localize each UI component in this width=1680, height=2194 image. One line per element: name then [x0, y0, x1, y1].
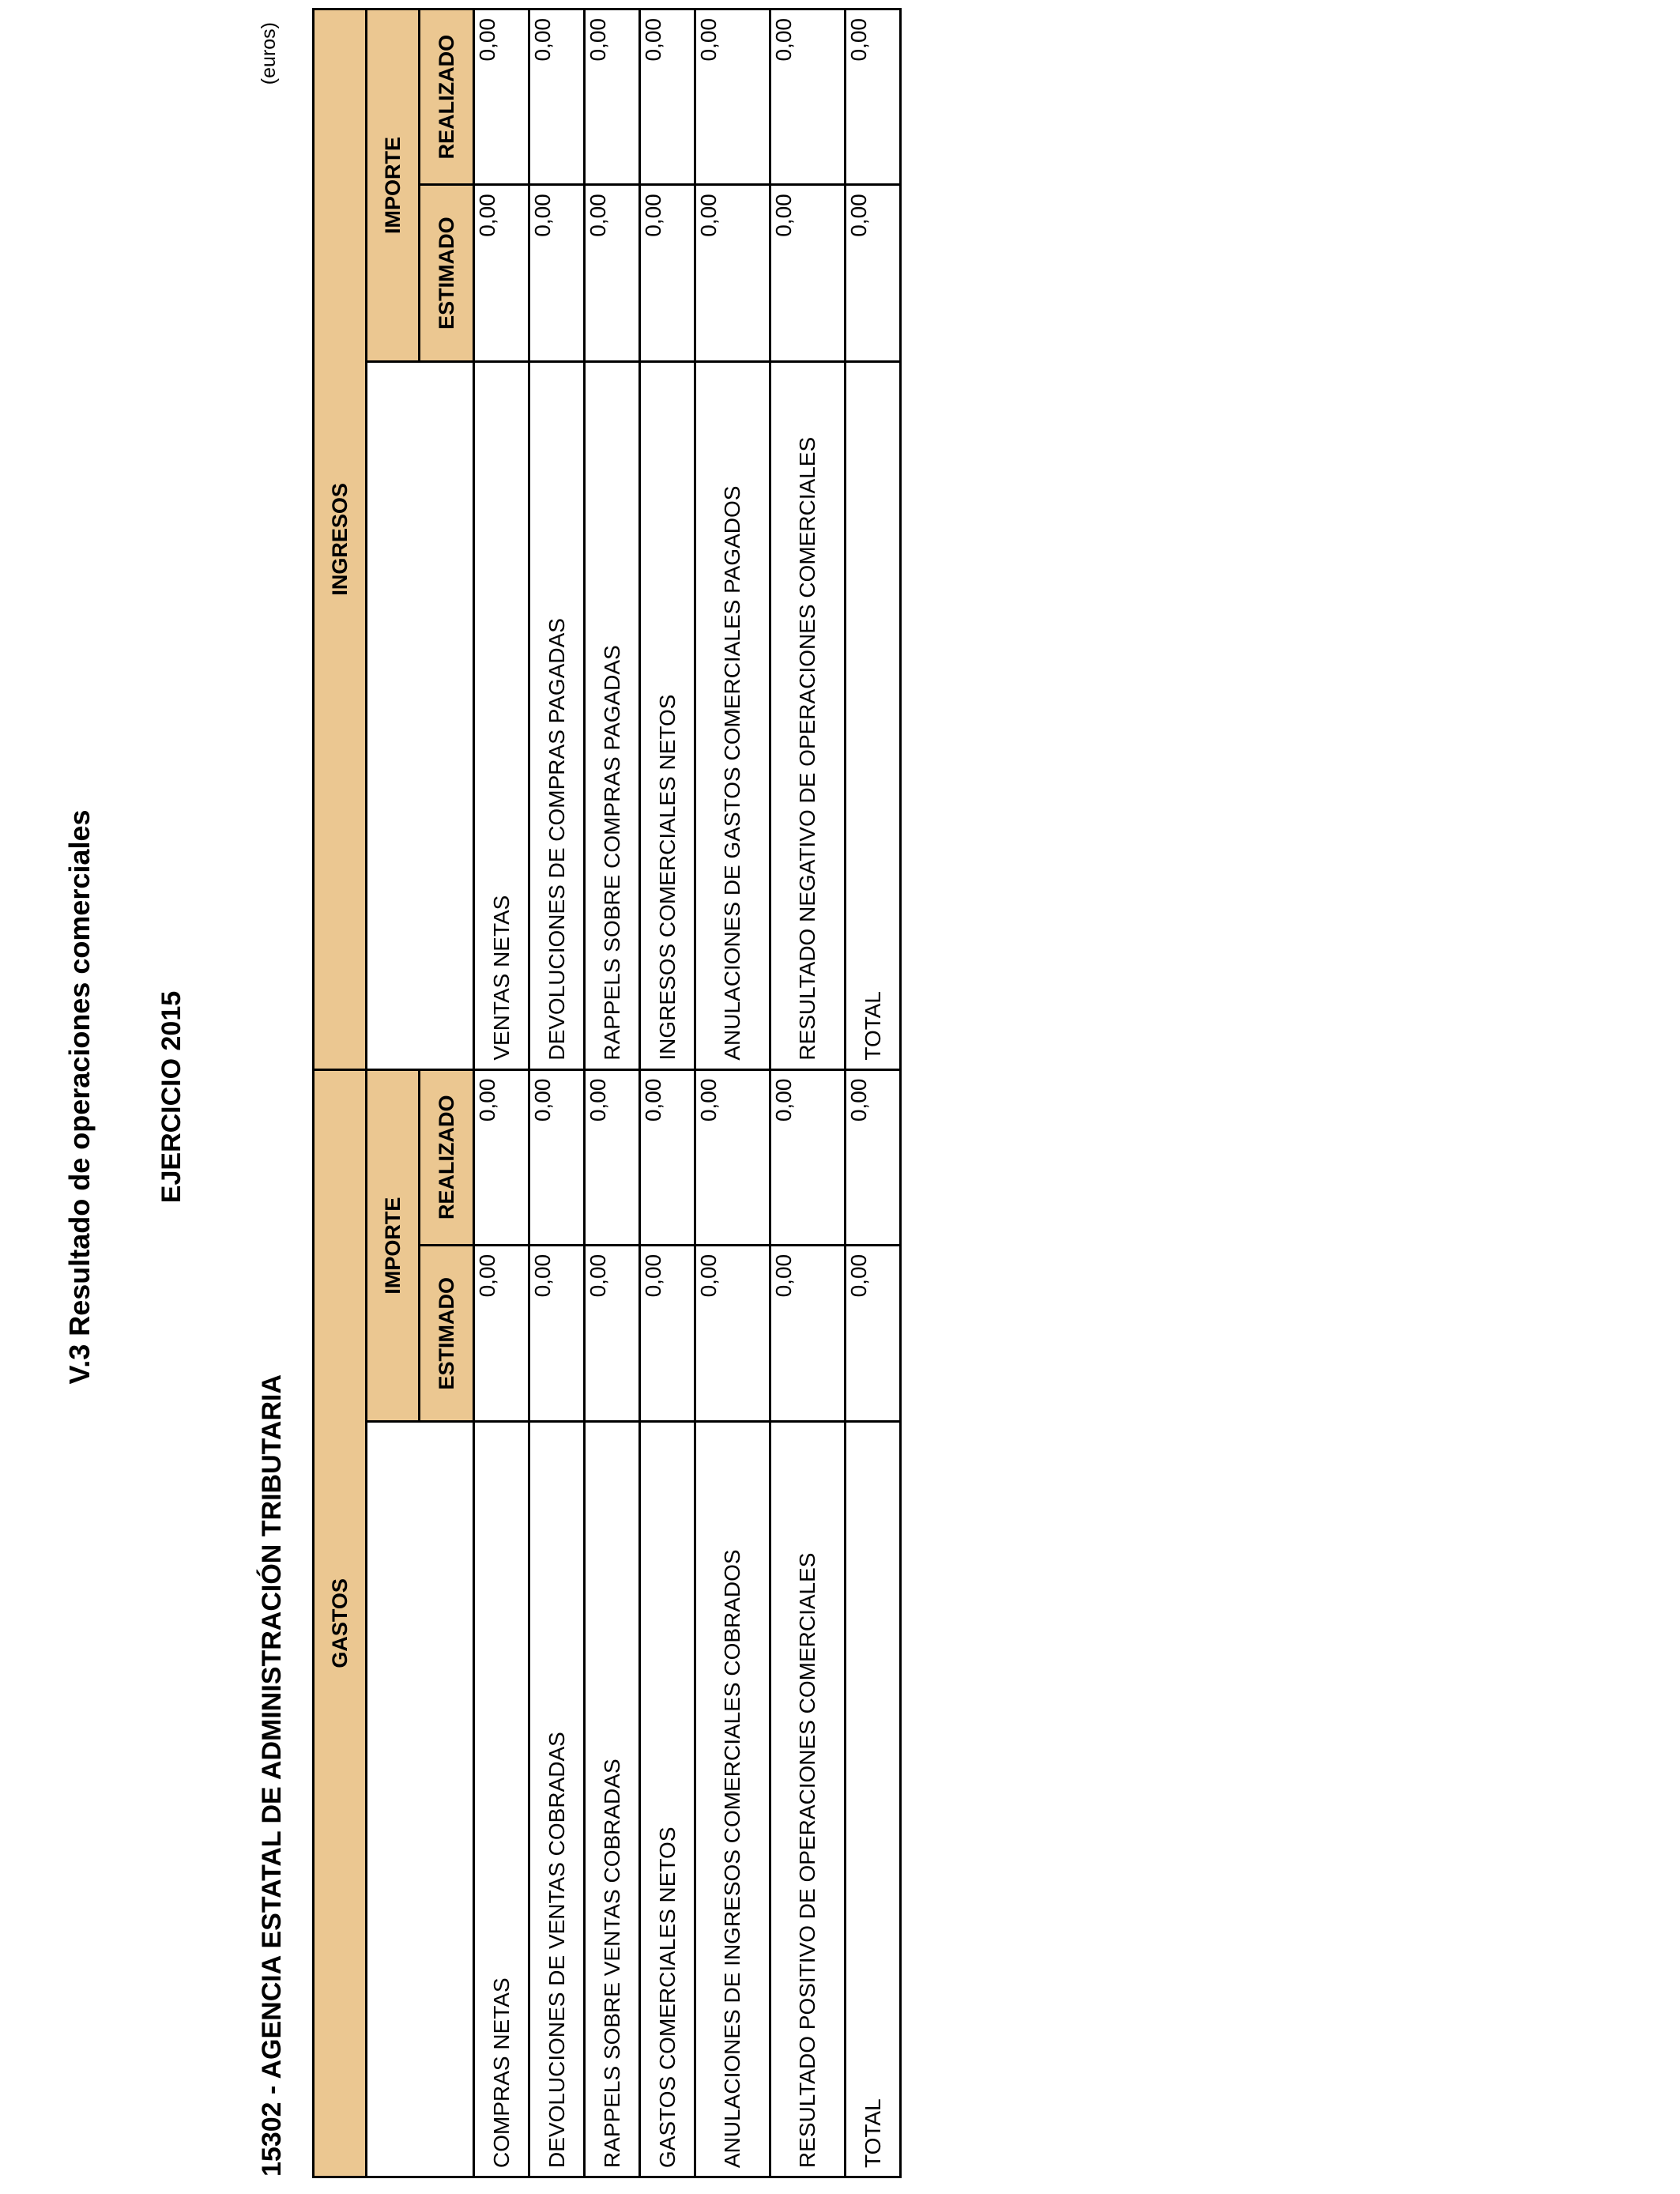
gasto-realizado-value: 0,00	[770, 1069, 846, 1245]
gasto-estimado-value: 0,00	[770, 1245, 846, 1422]
ingreso-concept: RESULTADO NEGATIVO DE OPERACIONES COMERCIALES	[770, 361, 846, 1069]
gasto-concept: RAPPELS SOBRE VENTAS COBRADAS	[585, 1422, 640, 2177]
gasto-estimado-value: 0,00	[695, 1245, 770, 1422]
gasto-estimado-value: 0,00	[474, 1245, 529, 1422]
ingreso-concept: VENTAS NETAS	[474, 361, 529, 1069]
ingreso-concept: RAPPELS SOBRE COMPRAS PAGADAS	[585, 361, 640, 1069]
ingreso-concept: DEVOLUCIONES DE COMPRAS PAGADAS	[529, 361, 585, 1069]
ingreso-estimado-value: 0,00	[529, 185, 585, 362]
table-row	[529, 9, 585, 2177]
gasto-concept: TOTAL	[846, 1422, 901, 2177]
gasto-concept: DEVOLUCIONES DE VENTAS COBRADAS	[529, 1422, 585, 2177]
ingreso-realizado-value: 0,00	[474, 9, 529, 185]
ingreso-estimado-value: 0,00	[770, 185, 846, 362]
ingreso-estimado-value: 0,00	[474, 185, 529, 362]
gasto-estimado-value: 0,00	[585, 1245, 640, 1422]
ingreso-estimado-value: 0,00	[846, 185, 901, 362]
ingreso-estimado-value: 0,00	[640, 185, 695, 362]
ingreso-realizado-value: 0,00	[585, 9, 640, 185]
gasto-estimado-value: 0,00	[529, 1245, 585, 1422]
ingreso-realizado-value: 0,00	[770, 9, 846, 185]
commercial-operations-table	[312, 8, 902, 2178]
gastos-header: GASTOS	[314, 1069, 367, 2177]
gasto-concept: ANULACIONES DE INGRESOS COMERCIALES COBRADOS	[695, 1422, 770, 2177]
ingresos-header: INGRESOS	[314, 9, 367, 1070]
page-title: V.3 Resultado de operaciones comerciales	[63, 809, 96, 1385]
fiscal-year-title: EJERCICIO 2015	[156, 990, 186, 1204]
currency-units: (euros)	[258, 22, 280, 85]
ingreso-concept: ANULACIONES DE GASTOS COMERCIALES PAGADOS	[695, 361, 770, 1069]
ingreso-realizado-value: 0,00	[640, 9, 695, 185]
gasto-realizado-value: 0,00	[529, 1069, 585, 1245]
gasto-realizado-value: 0,00	[640, 1069, 695, 1245]
ingreso-realizado-value: 0,00	[529, 9, 585, 185]
ingreso-estimado-value: 0,00	[585, 185, 640, 362]
ingresos-importe-header: IMPORTE	[367, 9, 420, 362]
gasto-realizado-value: 0,00	[695, 1069, 770, 1245]
table-row-total	[846, 9, 901, 2177]
gasto-realizado-value: 0,00	[585, 1069, 640, 1245]
ingreso-realizado-value: 0,00	[695, 9, 770, 185]
agency-heading: 15302 - AGENCIA ESTATAL DE ADMINISTRACIÓN TRIBUTARIA	[257, 1374, 287, 2177]
table-row	[585, 9, 640, 2177]
gasto-estimado-value: 0,00	[640, 1245, 695, 1422]
gastos-realizado-header: REALIZADO	[420, 1069, 474, 1245]
gasto-realizado-value: 0,00	[846, 1069, 901, 1245]
table-row	[474, 9, 529, 2177]
ingreso-estimado-value: 0,00	[695, 185, 770, 362]
ingresos-concept-header	[367, 361, 474, 1069]
table-row	[695, 9, 770, 2177]
gasto-estimado-value: 0,00	[846, 1245, 901, 1422]
ingresos-realizado-header: REALIZADO	[420, 9, 474, 185]
gasto-concept: GASTOS COMERCIALES NETOS	[640, 1422, 695, 2177]
table-row	[640, 9, 695, 2177]
ingreso-realizado-value: 0,00	[846, 9, 901, 185]
ingresos-estimado-header: ESTIMADO	[420, 185, 474, 362]
gasto-concept: COMPRAS NETAS	[474, 1422, 529, 2177]
gasto-realizado-value: 0,00	[474, 1069, 529, 1245]
ingreso-concept: INGRESOS COMERCIALES NETOS	[640, 361, 695, 1069]
gastos-estimado-header: ESTIMADO	[420, 1245, 474, 1422]
gastos-concept-header	[367, 1422, 474, 2177]
ingreso-concept: TOTAL	[846, 361, 901, 1069]
table-row	[770, 9, 846, 2177]
gasto-concept: RESULTADO POSITIVO DE OPERACIONES COMERCIALES	[770, 1422, 846, 2177]
gastos-importe-header: IMPORTE	[367, 1069, 420, 1422]
